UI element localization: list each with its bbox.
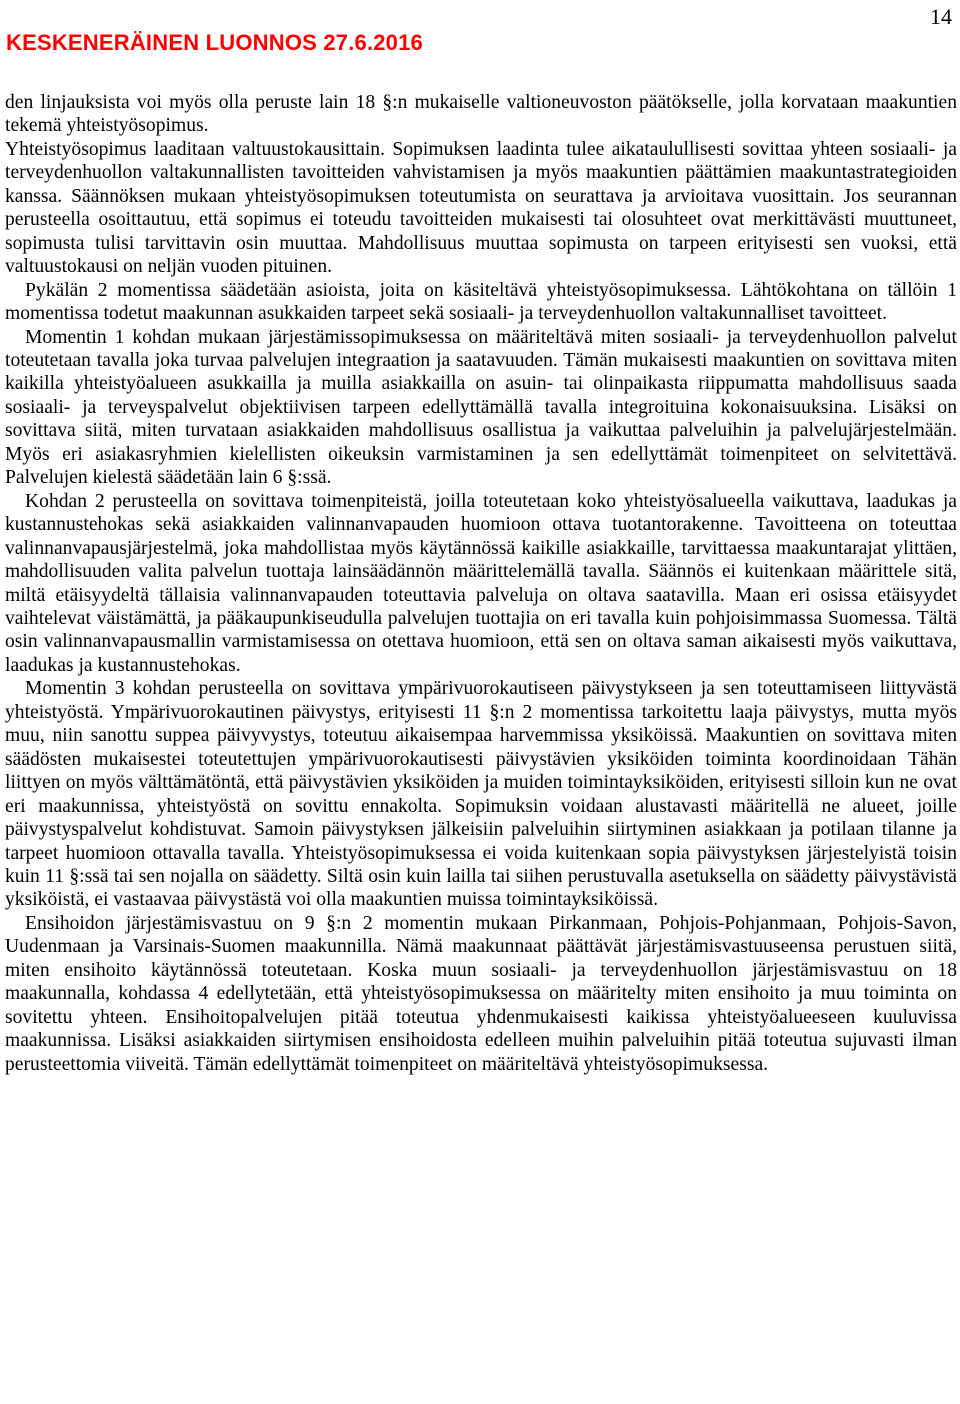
paragraph-momentin-1-kohta: Momentin 1 kohdan mukaan järjestämissopimuksessa on määriteltävä miten sosiaali- ja terveydenhuollon palvelut toteutetaan tavalla joka turvaa palvelujen integraation ja saatavuuden. Tämän mukaisesti maakuntien on sovittava miten kaikilla yhteistyöalueen asukkailla ja muilla asiakkailla on asuin- tai olinpaikasta riippumatta mahdollisuus saada sosiaali- ja terveyspalvelut objektiivisen tarpeen edellyttämällä tavalla integroituina kokonaisuuksina. Lisäksi on sovittava siitä, miten turvataan asiakkaiden mahdollisuus osallistua ja vaikuttaa palveluihin ja palvelujärjestelmään. Myös eri asiakasryhmien kielellisten oikeuksin varmistaminen ja sen edellyttämät toimenpiteet on selvitettävä. Palvelujen kielestä säädetään lain 6 §:ssä. [5, 326, 957, 489]
paragraph-kohdan-2: Kohdan 2 perusteella on sovittava toimenpiteistä, joilla toteutetaan koko yhteistyösalueella vaikuttava, laadukas ja kustannustehokas sekä asiakkaiden valinnanvapauden huomioon ottava tuotantorakenne. Tavoitteena on toteuttaa valinnanvapausjärjestelmä, joka mahdollistaa myös käytännössä kaikille asiakkaille, tarvittaessa maakuntarajat ylittäen, mahdollisuuden valita palvelun tuottaja lainsäädännön määrittelemällä tavalla. Säännös ei kuitenkaan määrittele sitä, miltä etäisyydeltä tällaisia valinnanvapauden toteuttavia palveluja on oltava saatavilla. Maan eri osissa etäisyydet vaihtelevat väistämättä, ja pääkaupunkiseudulla palvelujen tuottajia on eri tavalla kuin pohjoisimmassa Suomessa. Tältä osin valinnanvapausmallin varmistamisessa on otettava huomioon, että sen on oltava saman aikaisesti myös vaikuttava, laadukas ja kustannustehokas. [5, 490, 957, 676]
paragraph-continuation: den linjauksista voi myös olla peruste lain 18 §:n mukaiselle valtioneuvoston päätökselle, jolla korvataan maakuntien tekemä yhteistyösopimus. [5, 92, 957, 137]
paragraph-ensihoito: Ensihoidon järjestämisvastuu on 9 §:n 2 momentin mukaan Pirkanmaan, Pohjois-Pohjanmaan, Pohjois-Savon, Uudenmaan ja Varsinais-Suomen maakunnilla. Nämä maakunnaat päättävät järjestämisvastuuseensa perustuen siitä, miten ensihoito käytännössä toteutetaan. Koska muun sosiaali- ja terveydenhuollon järjestämisvastuu on 18 maakunnalla, kohdassa 4 edellytetään, että yhteistyösopimuksessa on määritelty miten ensihoito ja muu toiminta on sovitettu yhteen. Ensihoitopalvelujen pitää toteutua yhdenmukaisesti kaikissa yhteistyöalueeseen kuuluvissa maakunnissa. Lisäksi asiakkaiden siirtymisen ensihoidosta edelleen muihin palveluihin pitää toteutua sujuvasti ilman perusteettomia viiveitä. Tämän edellyttämät toimenpiteet on määriteltävä yhteistyösopimuksessa. [5, 912, 957, 1075]
paragraph-momentin-3-kohta: Momentin 3 kohdan perusteella on sovittava ympärivuorokautiseen päivystykseen ja sen toteuttamiseen liittyvästä yhteistyöstä. Ympärivuorokautinen päivystys, erityisesti 11 §:n 2 momentissa tarkoitettu laaja päivystys, mutta myös muu, niin sanottu suppea päivyvystys, toteutuu aikaisempaa harvemmissa yksiköissä. Maakuntien on sovittava miten säädösten mukaisestei toteutettujen ympärivuorokautisesti päivystävien yksiköiden toiminta koordinoidaan Tähän liittyen on myös välttämätöntä, että päivystävien yksiköiden ja muiden toimintayksiköiden, erityisesti silloin kun ne ovat eri maakunnissa, yhteistyöstä on sovittu ennakolta. Sopimuksin voidaan alustavasti määritellä ne alueet, joille päivystyspalvelut kohdistuvat. Samoin päivystyksen jälkeisiin palveluihin siirtyminen asiakkaan ja potilaan tilanne ja tarpeet huomioon ottavalla tavalla. Yhteistyösopimuksessa ei voida kuitenkaan sopia päivystyksen järjestelyistä toisin kuin 11 §:ssä tai sen nojalla on säädetty. Siltä osin kuin lailla tai siihen perustuvalla asetuksella on säädetty päivystävistä yksiköistä, ei vastaavaa päivystästä voi olla maakuntien muissa toimintayksiköissä. [5, 678, 957, 911]
paragraph-yhteistyosopimus: Yhteistyösopimus laaditaan valtuustokausittain. Sopimuksen laadinta tulee aikataulullisesti sovittaa yhteen sosiaali- ja terveydenhuollon valtakunnallisten tavoitteiden vahvistamisen ja myös maakuntien päättämien maakuntastrategioiden kanssa. Säännöksen mukaan yhteistyösopimuksen toteutumista on seurattava ja arvioitava vuosittain. Jos seurannan perusteella osoittautuu, että sopimus ei toteudu tavoitteiden mukaisesti tai olosuhteet ovat merkittävästi muuttuneet, sopimusta tulisi tarvittavin osin muuttaa. Mahdollisuus muuttaa sopimusta on tarpeen erityisesti sen vuoksi, että valtuustokausi on neljän vuoden pituinen. [5, 138, 957, 278]
draft-watermark-header: KESKENERÄINEN LUONNOS 27.6.2016 [6, 30, 423, 55]
paragraph-pykalan-2-momentti: Pykälän 2 momentissa säädetään asioista, joita on käsiteltävä yhteistyösopimuksessa. Lähtökohtana on tällöin 1 momentissa todetut maakunnan asukkaiden tarpeet sekä sosiaali- ja terveydenhuollon valtakunnalliset tavoitteet. [5, 279, 957, 325]
page-number: 14 [930, 4, 952, 29]
document-body [5, 91, 957, 1076]
